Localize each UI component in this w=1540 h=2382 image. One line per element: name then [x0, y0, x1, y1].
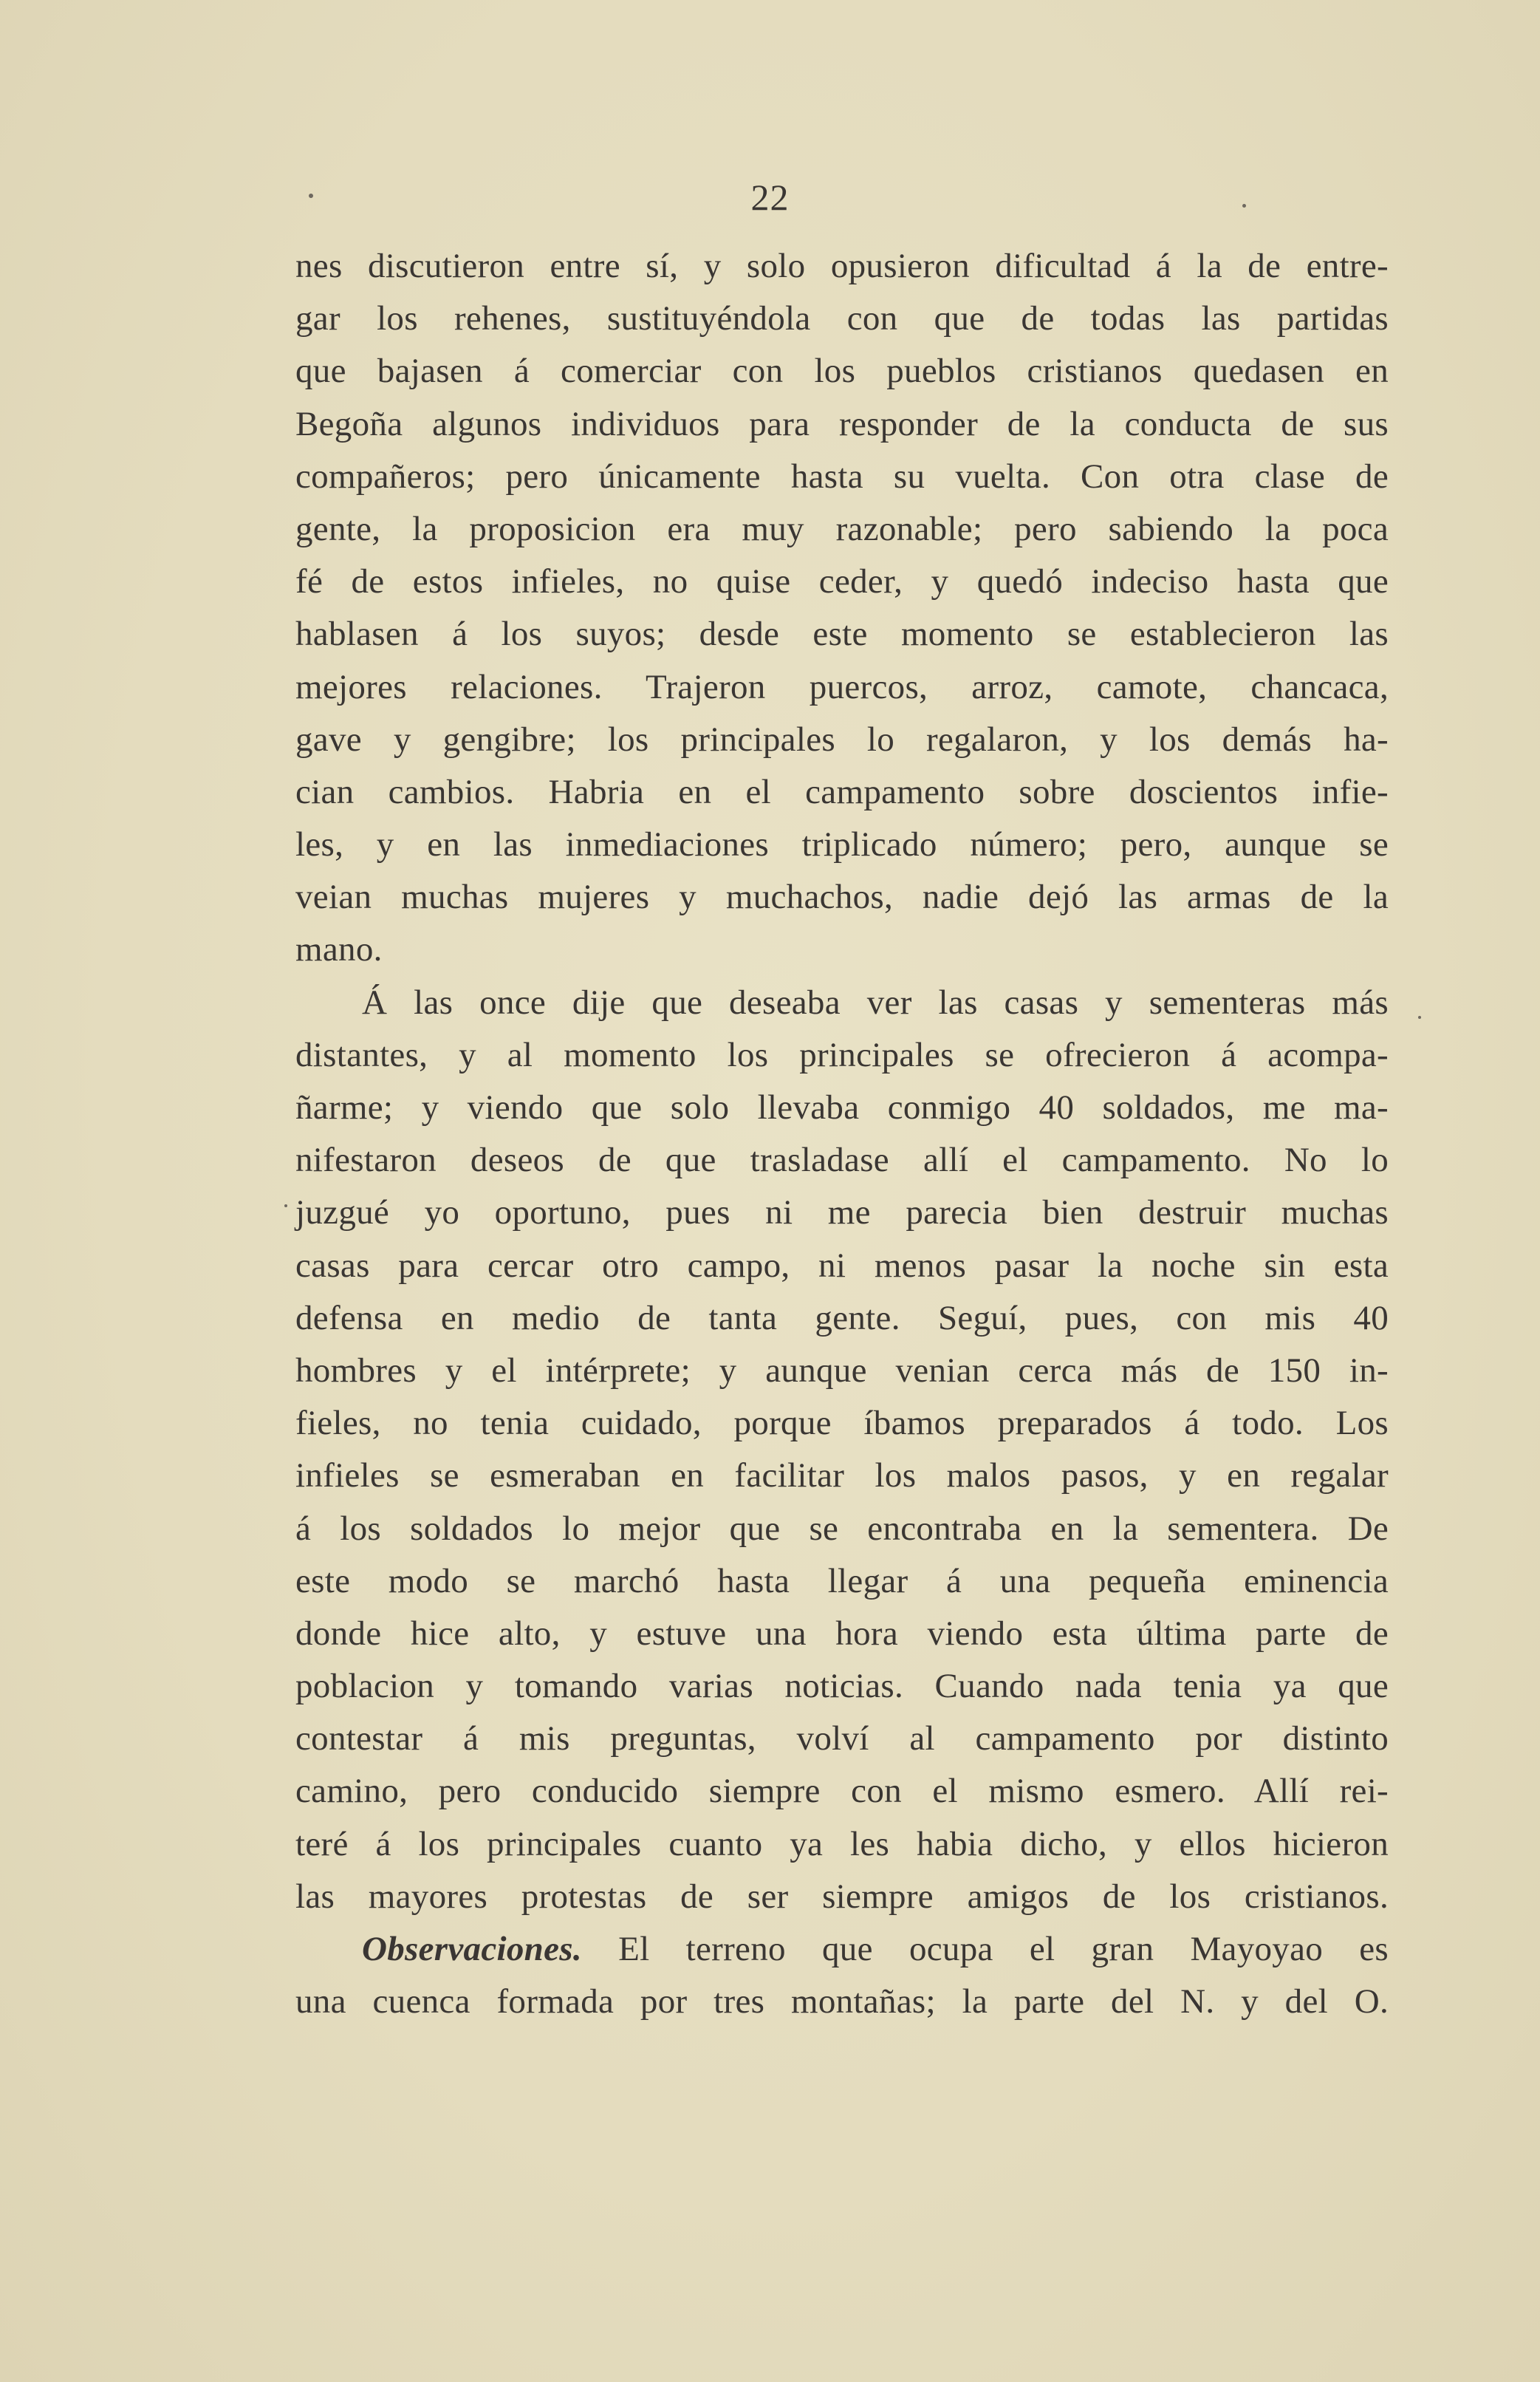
- text-line: este modo se marchó hasta llegar á una pequeña eminencia: [295, 1561, 1389, 1600]
- text-line: fé de estos infieles, no quise ceder, y quedó indeciso hasta que: [295, 562, 1389, 601]
- text-line: nifestaron deseos de que trasladase allí el campamento. No lo: [295, 1141, 1389, 1180]
- text-line: gave y gengibre; los principales lo regalaron, y los demás ha-: [295, 720, 1389, 759]
- section-heading-italic: Observaciones.: [362, 1930, 582, 1968]
- text-line: poblacion y tomando varias noticias. Cuando nada tenia ya que: [295, 1667, 1389, 1706]
- text-line: infieles se esmeraban en facilitar los malos pasos, y en regalar: [295, 1456, 1389, 1495]
- text-line: ñarme; y viendo que solo llevaba conmigo 40 soldados, me ma-: [295, 1088, 1389, 1127]
- text-line: mano.: [295, 930, 383, 969]
- text-line: veian muchas mujeres y muchachos, nadie dejó las armas de la: [295, 878, 1389, 917]
- text-line: que bajasen á comerciar con los pueblos cristianos quedasen en: [295, 352, 1389, 391]
- paper-speck: [284, 1204, 287, 1207]
- paper-speck: [309, 194, 313, 198]
- text-line: hombres y el intérprete; y aunque venian cerca más de 150 in-: [295, 1351, 1389, 1390]
- text-line: fieles, no tenia cuidado, porque íbamos preparados á todo. Los: [295, 1404, 1389, 1443]
- text-line: camino, pero conducido siempre con el mismo esmero. Allí rei-: [295, 1772, 1389, 1811]
- text-line: contestar á mis preguntas, volví al campamento por distinto: [295, 1719, 1389, 1758]
- text-line: compañeros; pero únicamente hasta su vuelta. Con otra clase de: [295, 457, 1389, 496]
- text-line: donde hice alto, y estuve una hora viendo esta última parte de: [295, 1614, 1389, 1653]
- text-line: teré á los principales cuanto ya les habia dicho, y ellos hicieron: [295, 1824, 1389, 1863]
- text-line: juzgué yo oportuno, pues ni me parecia bien destruir muchas: [295, 1193, 1389, 1232]
- text-line: nes discutieron entre sí, y solo opusieron dificultad á la de entre-: [295, 247, 1389, 285]
- text-line: defensa en medio de tanta gente. Seguí, pues, con mis 40: [295, 1298, 1389, 1337]
- paper-speck: [1418, 1016, 1421, 1019]
- text-line: á los soldados lo mejor que se encontraba en la sementera. De: [295, 1509, 1389, 1548]
- body-text: [295, 240, 1389, 2028]
- text-line: las mayores protestas de ser siempre amigos de los cristianos.: [295, 1877, 1389, 1916]
- text-line: distantes, y al momento los principales se ofrecieron á acompa-: [295, 1035, 1389, 1074]
- page-number: 22: [750, 177, 790, 218]
- text-line: cian cambios. Habria en el campamento sobre doscientos infie-: [295, 772, 1389, 811]
- text-line: [295, 1923, 1389, 1976]
- text-line: gente, la proposicion era muy razonable; pero sabiendo la poca: [295, 509, 1389, 548]
- text-line: mejores relaciones. Trajeron puercos, arroz, camote, chancaca,: [295, 667, 1389, 706]
- text-line: hablasen á los suyos; desde este momento se establecieron las: [295, 615, 1389, 654]
- text-line: les, y en las inmediaciones triplicado número; pero, aunque se: [295, 825, 1389, 864]
- text-line: una cuenca formada por tres montañas; la parte del N. y del O.: [295, 1982, 1389, 2021]
- text-line: gar los rehenes, sustituyéndola con que de todas las partidas: [295, 299, 1389, 338]
- text-line: Begoña algunos individuos para responder de la conducta de sus: [295, 404, 1389, 443]
- text-span: El terreno que ocupa el gran Mayoyao es: [581, 1930, 1389, 1968]
- paper-speck: [1242, 204, 1246, 208]
- text-line: Á las once dije que deseaba ver las casas y sementeras más: [362, 983, 1389, 1022]
- text-line: casas para cercar otro campo, ni menos pasar la noche sin esta: [295, 1246, 1389, 1285]
